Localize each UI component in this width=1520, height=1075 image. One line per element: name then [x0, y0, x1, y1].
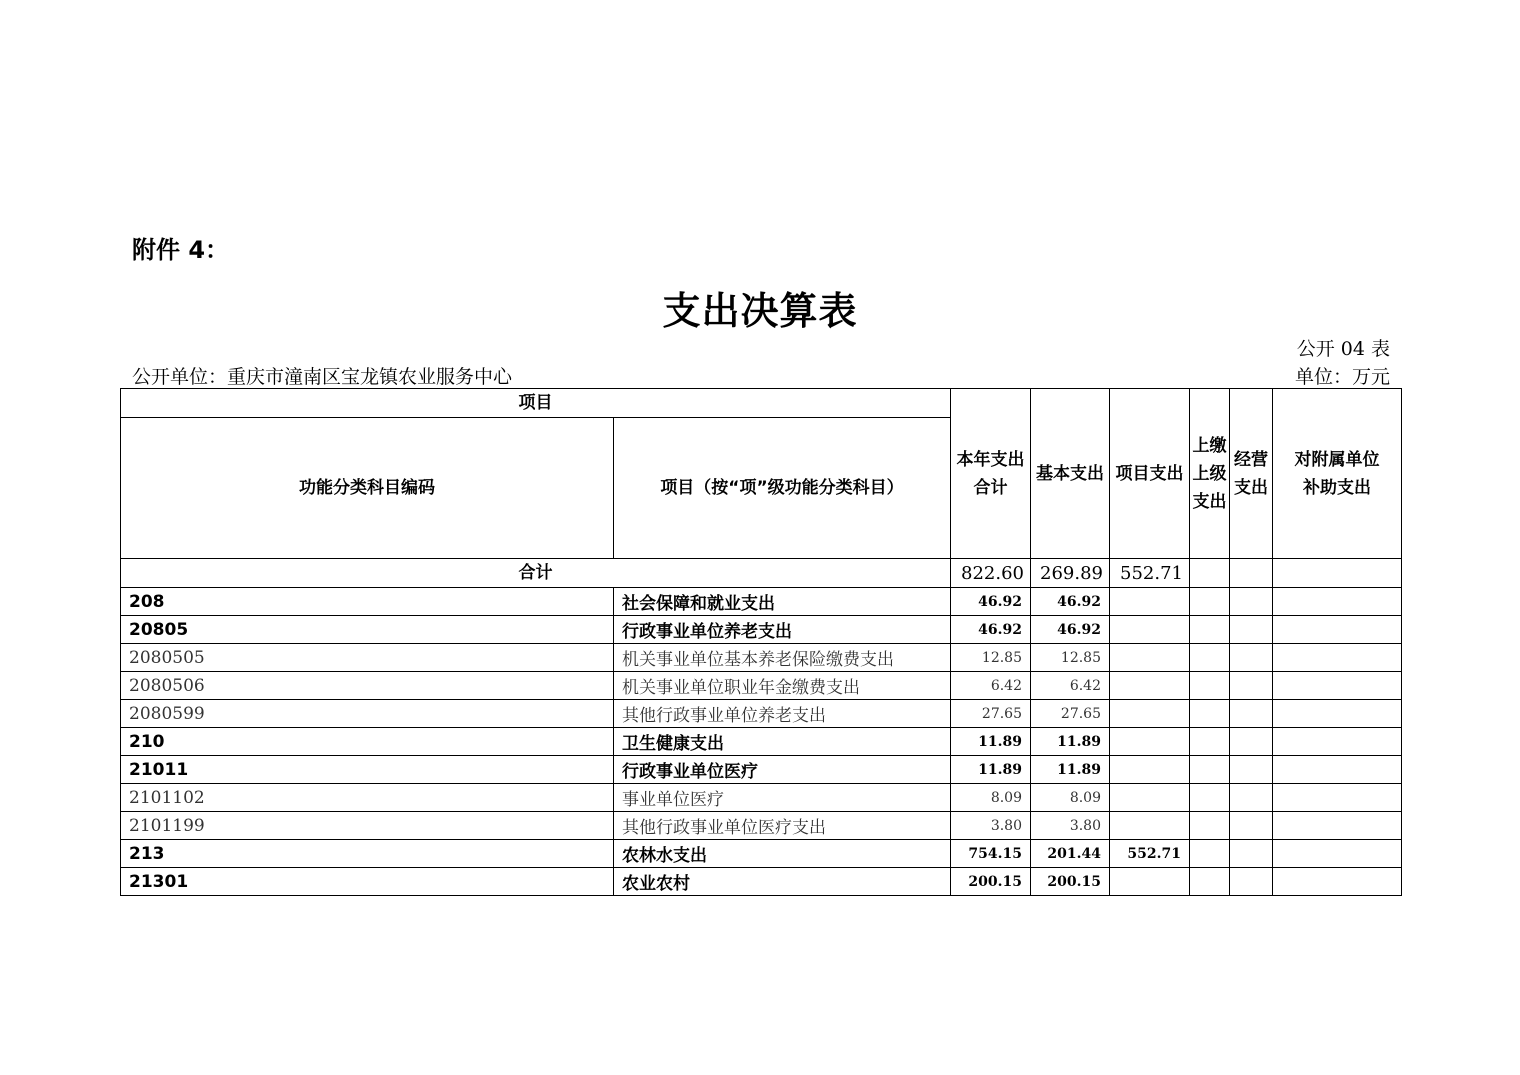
table-row	[121, 784, 1402, 812]
row-subsidy	[1273, 672, 1402, 700]
row-upper	[1190, 756, 1230, 784]
row-project	[1110, 672, 1190, 700]
table-row	[121, 616, 1402, 644]
header-code: 功能分类科目编码	[121, 418, 614, 559]
table-row	[121, 728, 1402, 756]
row-upper	[1190, 672, 1230, 700]
row-code: 21011	[121, 756, 614, 784]
row-name: 其他行政事业单位医疗支出	[614, 812, 951, 840]
row-upper	[1190, 700, 1230, 728]
row-upper	[1190, 812, 1230, 840]
row-total: 200.15	[951, 868, 1031, 896]
total-cell-business	[1230, 559, 1273, 588]
row-name: 行政事业单位养老支出	[614, 616, 951, 644]
row-basic: 11.89	[1031, 728, 1110, 756]
row-subsidy	[1273, 868, 1402, 896]
row-code: 210	[121, 728, 614, 756]
row-business	[1230, 840, 1273, 868]
row-code: 2080599	[121, 700, 614, 728]
total-label: 合计	[121, 559, 951, 588]
row-business	[1230, 868, 1273, 896]
row-upper	[1190, 784, 1230, 812]
row-total: 754.15	[951, 840, 1031, 868]
row-name: 其他行政事业单位养老支出	[614, 700, 951, 728]
row-basic: 11.89	[1031, 756, 1110, 784]
reporting-unit: 公开单位：重庆市潼南区宝龙镇农业服务中心	[132, 366, 513, 388]
row-business	[1230, 644, 1273, 672]
table-row	[121, 588, 1402, 616]
table-row	[121, 840, 1402, 868]
row-basic: 46.92	[1031, 588, 1110, 616]
row-total: 12.85	[951, 644, 1031, 672]
row-total: 8.09	[951, 784, 1031, 812]
row-code: 2080506	[121, 672, 614, 700]
row-total: 46.92	[951, 588, 1031, 616]
total-row	[121, 559, 1402, 588]
header-basic: 基本支出	[1031, 389, 1110, 559]
total-cell-subsidy	[1273, 559, 1402, 588]
total-cell-basic: 269.89	[1031, 559, 1110, 588]
row-total: 11.89	[951, 728, 1031, 756]
row-total: 6.42	[951, 672, 1031, 700]
total-cell-total: 822.60	[951, 559, 1031, 588]
row-upper	[1190, 868, 1230, 896]
row-name: 农业农村	[614, 868, 951, 896]
row-business	[1230, 756, 1273, 784]
row-subsidy	[1273, 728, 1402, 756]
row-upper	[1190, 728, 1230, 756]
header-name: 项目（按“项”级功能分类科目）	[614, 418, 951, 559]
row-code: 2101102	[121, 784, 614, 812]
table-row	[121, 812, 1402, 840]
row-project	[1110, 784, 1190, 812]
row-code: 213	[121, 840, 614, 868]
row-project	[1110, 812, 1190, 840]
table-row	[121, 672, 1402, 700]
row-total: 11.89	[951, 756, 1031, 784]
row-business	[1230, 588, 1273, 616]
annex-label: 附件 4：	[132, 236, 230, 264]
row-upper	[1190, 616, 1230, 644]
row-subsidy	[1273, 756, 1402, 784]
row-basic: 201.44	[1031, 840, 1110, 868]
row-total: 27.65	[951, 700, 1031, 728]
row-business	[1230, 728, 1273, 756]
row-business	[1230, 812, 1273, 840]
row-subsidy	[1273, 644, 1402, 672]
row-project	[1110, 644, 1190, 672]
row-project	[1110, 616, 1190, 644]
row-name: 事业单位医疗	[614, 784, 951, 812]
row-upper	[1190, 588, 1230, 616]
currency-unit: 单位：万元	[1294, 366, 1390, 388]
page-title: 支出决算表	[662, 289, 858, 333]
row-name: 行政事业单位医疗	[614, 756, 951, 784]
header-item-group: 项目	[121, 389, 951, 418]
total-cell-upper	[1190, 559, 1230, 588]
row-basic: 3.80	[1031, 812, 1110, 840]
row-project	[1110, 868, 1190, 896]
row-project	[1110, 728, 1190, 756]
header-total: 本年支出合计	[951, 389, 1031, 559]
row-name: 农林水支出	[614, 840, 951, 868]
row-name: 机关事业单位职业年金缴费支出	[614, 672, 951, 700]
row-basic: 200.15	[1031, 868, 1110, 896]
header-project: 项目支出	[1110, 389, 1190, 559]
row-code: 20805	[121, 616, 614, 644]
row-code: 2101199	[121, 812, 614, 840]
row-subsidy	[1273, 588, 1402, 616]
row-subsidy	[1273, 812, 1402, 840]
row-total: 46.92	[951, 616, 1031, 644]
row-name: 机关事业单位基本养老保险缴费支出	[614, 644, 951, 672]
row-name: 卫生健康支出	[614, 728, 951, 756]
row-subsidy	[1273, 700, 1402, 728]
row-code: 208	[121, 588, 614, 616]
table-row	[121, 700, 1402, 728]
row-project	[1110, 700, 1190, 728]
row-upper	[1190, 840, 1230, 868]
row-project	[1110, 756, 1190, 784]
row-basic: 12.85	[1031, 644, 1110, 672]
row-total: 3.80	[951, 812, 1031, 840]
row-project	[1110, 588, 1190, 616]
row-subsidy	[1273, 784, 1402, 812]
header-subsidy: 对附属单位补助支出	[1273, 389, 1402, 559]
row-business	[1230, 784, 1273, 812]
form-number: 公开 04 表	[1296, 338, 1390, 360]
row-code: 2080505	[121, 644, 614, 672]
row-basic: 8.09	[1031, 784, 1110, 812]
table-row	[121, 644, 1402, 672]
row-basic: 27.65	[1031, 700, 1110, 728]
row-business	[1230, 672, 1273, 700]
row-basic: 6.42	[1031, 672, 1110, 700]
row-basic: 46.92	[1031, 616, 1110, 644]
table-row	[121, 868, 1402, 896]
header-business: 经营支出	[1230, 389, 1273, 559]
row-upper	[1190, 644, 1230, 672]
row-subsidy	[1273, 840, 1402, 868]
row-business	[1230, 700, 1273, 728]
expenditure-table	[120, 388, 1402, 896]
row-subsidy	[1273, 616, 1402, 644]
table-row	[121, 756, 1402, 784]
row-project: 552.71	[1110, 840, 1190, 868]
row-name: 社会保障和就业支出	[614, 588, 951, 616]
row-code: 21301	[121, 868, 614, 896]
total-cell-project: 552.71	[1110, 559, 1190, 588]
header-upper: 上缴上级支出	[1190, 389, 1230, 559]
row-business	[1230, 616, 1273, 644]
